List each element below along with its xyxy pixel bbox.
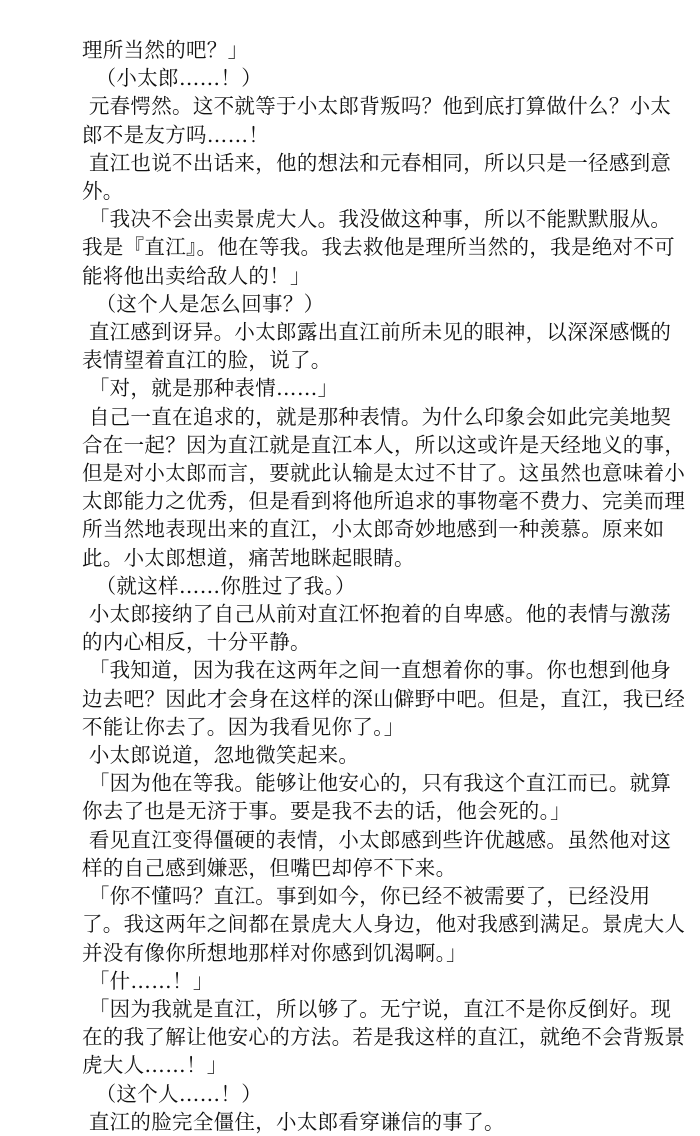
text-line: 直江感到讶异。小太郎露出直江前所未见的眼神，以深深感慨的 [82,320,672,345]
text-line: 合在一起？因为直江就是直江本人，所以这或许是天经地义的事， [82,432,686,457]
text-paragraph [82,290,682,318]
text-line: 并没有像你所想地那样对你感到饥渴啊。」 [82,940,467,965]
text-paragraph [82,318,682,374]
text-line: 但是对小太郎而言，要就此认输是太过不甘了。这虽然也意味着小 [82,461,686,486]
text-line: 样的自己感到嫌恶，但嘴巴却停不下来。 [82,855,457,880]
text-line: 理所当然的吧？」 [82,38,249,62]
text-paragraph [82,741,682,769]
text-line: 元春愕然。这不就等于小太郎背叛吗？他到底打算做什么？小太 [82,94,672,119]
text-line: 了。我这两年之间都在景虎大人身边，他对我感到满足。景虎大人 [82,912,686,937]
text-line: 外。 [82,179,124,204]
text-line: 看见直江变得僵硬的表情，小太郎感到些许优越感。虽然他对这 [82,827,672,852]
text-paragraph [82,1108,682,1136]
text-paragraph [82,967,682,995]
text-paragraph [82,36,682,64]
text-paragraph [82,826,682,882]
text-line: 「因为我就是直江，所以够了。无宁说，直江不是你反倒好。现 [82,996,672,1021]
text-line: 「你不懂吗？直江。事到如今，你已经不被需要了，已经没用 [82,884,651,909]
text-line: 「我决不会出卖景虎大人。我没做这种事，所以不能默默服从。 [82,207,672,232]
text-line: 表情望着直江的脸，说了。 [82,348,332,373]
text-line: 直江也说不出话来，他的想法和元春相同，所以只是一径感到意 [82,150,672,175]
text-paragraph [82,374,682,402]
text-paragraph [82,403,686,572]
text-line: 「对，就是那种表情……」 [82,376,339,401]
document-page [82,36,686,1136]
text-line: 能将他出卖给敌人的！」 [82,263,311,288]
text-paragraph [82,64,682,92]
text-paragraph [82,995,686,1080]
text-line: 所当然地表现出来的直江，小太郎奇妙地感到一种羡慕。原来如 [82,517,665,542]
text-line: 边去吧？因此才会身在这样的深山僻野中吧。但是，直江，我已经 [82,686,686,711]
text-line: 的内心相反，十分平静。 [82,630,311,655]
text-line: 此。小太郎想道，痛苦地眯起眼睛。 [82,545,415,570]
text-paragraph [82,882,686,967]
text-paragraph [82,600,682,656]
text-line: （这个人……！） [82,1081,263,1106]
text-line: 我是『直江』。他在等我。我去救他是理所当然的，我是绝对不可 [82,235,675,260]
text-line: 「我知道，因为我在这两年之间一直想着你的事。你也想到他身 [82,658,672,683]
text-paragraph [82,92,682,148]
text-paragraph [82,149,682,205]
text-paragraph [82,1080,682,1108]
text-line: 不能让你去了。因为我看见你了。」 [82,714,405,739]
text-paragraph [82,769,682,825]
text-paragraph [82,205,682,290]
text-line: （就这样……你胜过了我。） [82,573,356,598]
text-line: 直江的脸完全僵住，小太郎看穿谦信的事了。 [82,1109,505,1134]
text-line: 「什……！」 [82,968,214,993]
text-paragraph [82,656,686,741]
text-line: 你去了也是无济于事。要是我不去的话，他会死的。」 [82,799,571,824]
text-paragraph [82,572,682,600]
text-line: 小太郎说道，忽地微笑起来。 [82,743,360,768]
text-line: 自己一直在追求的，就是那种表情。为什么印象会如此完美地契 [82,404,672,429]
text-line: 「因为他在等我。能够让他安心的，只有我这个直江而已。就算 [82,771,672,796]
text-line: 虎大人……！」 [82,1053,228,1078]
text-line: 郎不是友方吗……！ [82,122,270,147]
text-line: （这个人是怎么回事？） [82,291,325,316]
text-line: （小太郎……！） [82,66,263,91]
text-line: 小太郎接纳了自己从前对直江怀抱着的自卑感。他的表情与激荡 [82,602,672,627]
text-line: 太郎能力之优秀，但是看到将他所追求的事物毫不费力、完美而理 [82,489,686,514]
text-line: 在的我了解让他安心的方法。若是我这样的直江，就绝不会背叛景 [82,1025,686,1050]
